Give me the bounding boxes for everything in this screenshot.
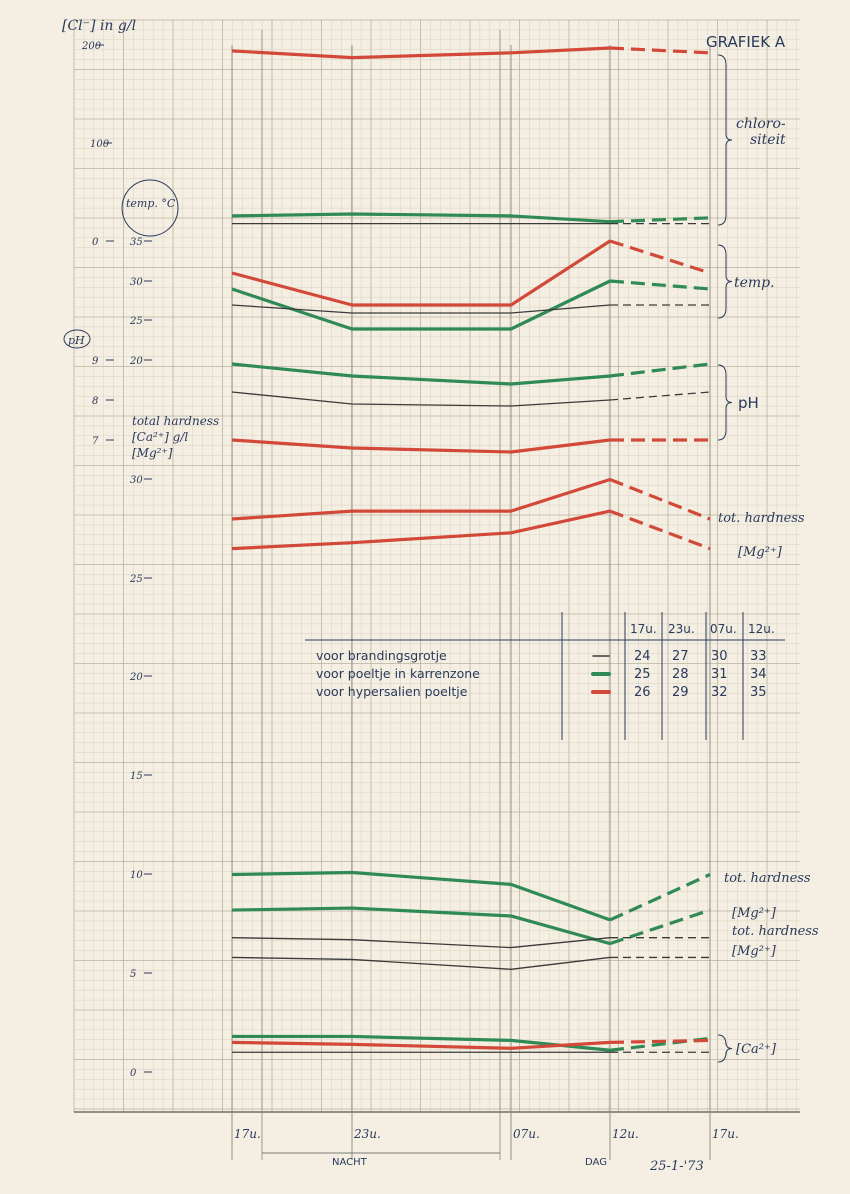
right-series-label: [Mg²⁺] — [732, 944, 776, 959]
series-line-pH-karren — [232, 364, 610, 384]
y-tick-label: 0 — [92, 237, 99, 248]
y-tick-label: 8 — [92, 396, 99, 407]
x-tick-label: 17u. — [712, 1127, 739, 1141]
series-line-hardness-branding — [232, 957, 610, 969]
right-series-label: [Mg²⁺] — [738, 545, 782, 560]
legend-cell: 25 — [634, 667, 651, 682]
graph-paper-grid — [74, 20, 800, 1112]
axis-title-chloride: [Cl⁻] in g/l — [62, 18, 137, 34]
x-tick-label: 23u. — [354, 1127, 381, 1141]
series-dashed-chloro-karren — [610, 218, 710, 222]
axis-title-hardness: [Mg²⁺] — [132, 446, 173, 460]
series-line-temp-hypersalien — [232, 241, 610, 305]
legend-row-label: voor hypersalien poeltje — [316, 684, 468, 699]
y-tick-label: 35 — [130, 237, 143, 248]
legend-cell: 33 — [750, 649, 767, 664]
y-tick-label: 100 — [90, 139, 110, 150]
legend-cell: 35 — [750, 685, 767, 700]
y-tick-label: 20 — [130, 672, 143, 683]
series-line-chloro-hypersalien — [232, 48, 610, 58]
series-dashed-temp-karren — [610, 281, 710, 289]
legend-cell: 27 — [672, 649, 689, 664]
right-series-label: [Ca²⁺] — [736, 1042, 776, 1057]
date-label: 25-1-'73 — [650, 1159, 704, 1174]
x-tick-label: 17u. — [234, 1127, 261, 1141]
x-tick-label: 07u. — [513, 1127, 540, 1141]
series-dashed-hardness-hypersalien — [610, 511, 710, 549]
series-line-hardness-branding — [232, 938, 610, 948]
axis-title-hardness: [Ca²⁺] g/l — [132, 430, 189, 444]
right-series-label: tot. hardness — [732, 924, 819, 939]
series-line-pH-hypersalien — [232, 440, 610, 452]
bracket-label-temp: temp. — [734, 275, 775, 291]
legend-table — [305, 612, 785, 740]
right-series-label: tot. hardness — [724, 871, 811, 886]
right-series-label: [Mg²⁺] — [732, 906, 776, 921]
y-tick-label: 15 — [130, 771, 143, 782]
series-dashed-temp-hypersalien — [610, 241, 710, 273]
series-dashed-pH-karren — [610, 364, 710, 376]
x-tick-label: 12u. — [612, 1127, 639, 1141]
bracket — [718, 55, 732, 225]
legend-header: 07u. — [710, 622, 737, 636]
legend-cell: 28 — [672, 667, 689, 682]
y-tick-label: 20 — [130, 356, 143, 367]
y-tick-label: 9 — [92, 356, 99, 367]
right-series-label: tot. hardness — [718, 511, 805, 526]
chart-title: GRAFIEK A — [706, 33, 786, 51]
y-tick-label: 200 — [82, 41, 102, 52]
series-line-pH-branding — [232, 392, 610, 406]
bracket-label-ph: pH — [738, 394, 759, 412]
axis-title-temp: temp. °C — [126, 197, 176, 210]
band-label-day: DAG — [585, 1157, 607, 1168]
y-tick-label: 25 — [130, 316, 143, 327]
y-tick-label: 30 — [130, 475, 143, 486]
series-dashed-hardness-hypersalien — [610, 1040, 710, 1042]
legend-cell: 26 — [634, 685, 651, 700]
axis-title-ph: pH — [68, 334, 85, 347]
series-dashed-chloro-hypersalien — [610, 48, 710, 53]
y-tick-label: 7 — [92, 436, 99, 447]
legend-cell: 29 — [672, 685, 689, 700]
legend-header: 12u. — [748, 622, 775, 636]
bracket-label-chloro: siteit — [750, 132, 786, 148]
legend-cell: 31 — [711, 667, 728, 682]
bracket-label-chloro: chloro- — [736, 116, 786, 132]
legend-row-label: voor poeltje in karrenzone — [316, 666, 480, 681]
axes — [81, 30, 739, 1160]
y-tick-label: 30 — [130, 277, 143, 288]
bracket — [718, 1035, 732, 1062]
y-tick-label: 25 — [130, 574, 143, 585]
y-tick-label: 10 — [130, 870, 143, 881]
legend-cell: 24 — [634, 649, 651, 664]
legend-cell: 30 — [711, 649, 728, 664]
legend-row-label: voor brandingsgrotje — [316, 648, 447, 663]
axis-title-hardness: total hardness — [132, 414, 220, 428]
legend-cell: 34 — [750, 667, 767, 682]
series-dashed-hardness-karren — [610, 910, 710, 944]
y-tick-label: 0 — [130, 1068, 137, 1079]
legend-header: 17u. — [630, 622, 657, 636]
y-tick-label: 5 — [130, 969, 137, 980]
legend-header: 23u. — [668, 622, 695, 636]
band-label-night: NACHT — [332, 1157, 367, 1168]
legend-cell: 32 — [711, 685, 728, 700]
